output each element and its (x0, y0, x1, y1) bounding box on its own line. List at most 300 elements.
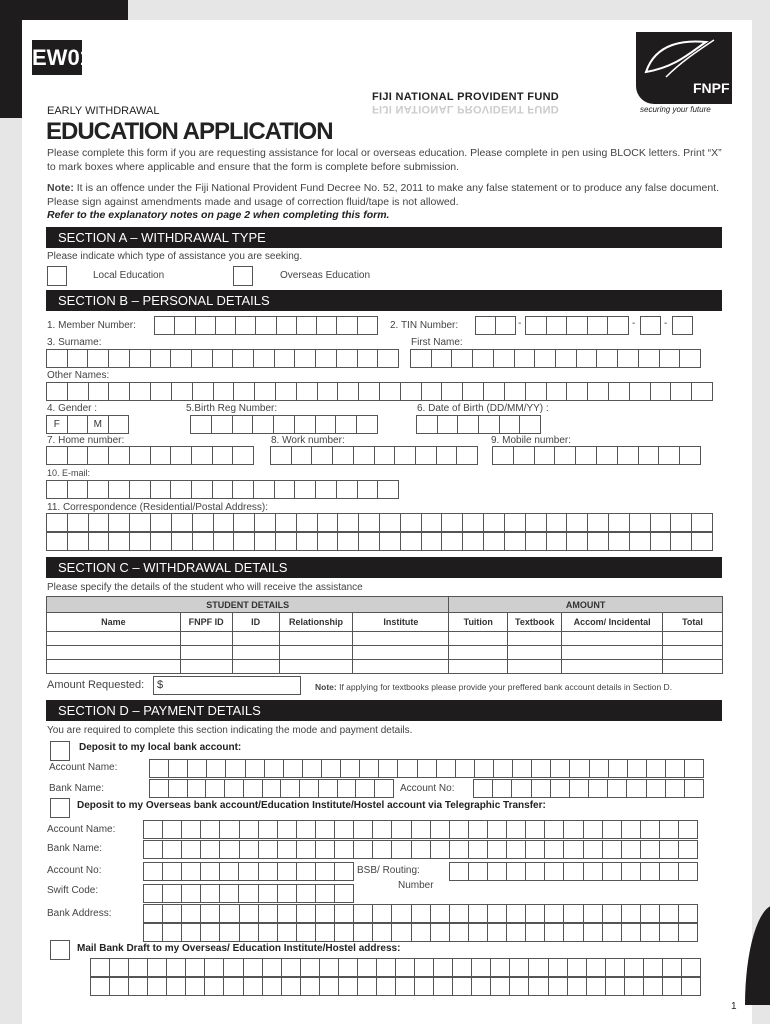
char-box[interactable] (441, 382, 462, 401)
char-box[interactable] (400, 532, 421, 551)
char-box[interactable] (583, 820, 602, 839)
char-box[interactable] (168, 779, 187, 798)
local-account-name-field[interactable] (149, 759, 704, 778)
char-box[interactable] (670, 382, 691, 401)
char-box[interactable] (223, 958, 242, 977)
char-box[interactable] (672, 316, 693, 335)
char-box[interactable] (238, 884, 257, 903)
char-box[interactable] (170, 349, 191, 368)
table-cell[interactable] (508, 632, 562, 646)
table-cell[interactable] (232, 660, 279, 674)
char-box[interactable] (395, 958, 414, 977)
char-box[interactable] (233, 382, 254, 401)
char-box[interactable] (509, 977, 528, 996)
char-box[interactable] (490, 977, 509, 996)
table-cell[interactable] (449, 660, 508, 674)
char-box[interactable] (504, 513, 525, 532)
char-box[interactable] (643, 958, 662, 977)
char-box[interactable] (109, 958, 128, 977)
char-box[interactable] (317, 382, 338, 401)
char-box[interactable] (487, 923, 506, 942)
char-box[interactable] (338, 977, 357, 996)
char-box[interactable] (162, 923, 181, 942)
local-bank-checkbox[interactable] (50, 741, 70, 761)
bsb-field[interactable] (449, 862, 698, 881)
char-box[interactable] (640, 840, 659, 859)
char-box[interactable] (336, 349, 357, 368)
char-box[interactable] (449, 923, 468, 942)
char-box[interactable] (357, 977, 376, 996)
char-box[interactable] (646, 779, 665, 798)
char-box[interactable] (659, 840, 678, 859)
char-box[interactable] (640, 862, 659, 881)
char-box[interactable] (181, 923, 200, 942)
char-box[interactable] (315, 415, 336, 434)
char-box[interactable] (166, 958, 185, 977)
table-cell[interactable] (47, 632, 181, 646)
char-box[interactable] (262, 958, 281, 977)
char-box[interactable] (678, 862, 698, 881)
char-box[interactable] (200, 904, 219, 923)
char-box[interactable] (337, 382, 358, 401)
char-box[interactable] (602, 820, 621, 839)
char-box[interactable] (108, 513, 129, 532)
char-box[interactable] (678, 840, 698, 859)
char-box[interactable] (294, 415, 315, 434)
char-box[interactable] (372, 904, 391, 923)
char-box[interactable] (468, 840, 487, 859)
char-box[interactable] (587, 382, 608, 401)
char-box[interactable] (224, 779, 243, 798)
char-box[interactable] (67, 480, 88, 499)
char-box[interactable] (638, 349, 659, 368)
char-box[interactable] (566, 532, 587, 551)
char-box[interactable] (358, 382, 379, 401)
char-box[interactable] (143, 884, 162, 903)
char-box[interactable] (525, 862, 544, 881)
char-box[interactable] (617, 446, 638, 465)
char-box[interactable] (493, 349, 514, 368)
char-box[interactable] (88, 513, 109, 532)
char-box[interactable] (567, 977, 586, 996)
char-box[interactable] (357, 316, 378, 335)
table-cell[interactable] (562, 646, 663, 660)
char-box[interactable] (243, 977, 262, 996)
char-box[interactable] (254, 382, 275, 401)
char-box[interactable] (472, 349, 493, 368)
char-box[interactable] (353, 446, 374, 465)
char-box[interactable] (605, 977, 624, 996)
char-box[interactable] (395, 977, 414, 996)
char-box[interactable] (200, 840, 219, 859)
char-box[interactable] (225, 759, 244, 778)
char-box[interactable] (319, 977, 338, 996)
birth-reg-field[interactable] (190, 415, 378, 434)
table-cell[interactable] (180, 632, 232, 646)
char-box[interactable] (171, 382, 192, 401)
char-box[interactable] (219, 904, 238, 923)
char-box[interactable] (316, 316, 336, 335)
char-box[interactable] (629, 382, 650, 401)
char-box[interactable] (475, 316, 495, 335)
char-box[interactable] (296, 382, 317, 401)
char-box[interactable] (659, 904, 678, 923)
char-box[interactable] (583, 862, 602, 881)
char-box[interactable] (504, 532, 525, 551)
char-box[interactable] (678, 923, 698, 942)
char-box[interactable] (232, 349, 253, 368)
char-box[interactable] (192, 382, 213, 401)
char-box[interactable] (417, 759, 436, 778)
char-box[interactable] (128, 958, 147, 977)
char-box[interactable] (300, 977, 319, 996)
char-box[interactable] (462, 532, 483, 551)
char-box[interactable] (181, 904, 200, 923)
char-box[interactable] (174, 316, 194, 335)
char-box[interactable] (252, 415, 273, 434)
char-box[interactable] (436, 759, 455, 778)
char-box[interactable] (607, 779, 626, 798)
char-box[interactable] (232, 480, 253, 499)
char-box[interactable] (334, 884, 354, 903)
char-box[interactable] (411, 820, 430, 839)
char-box[interactable] (276, 316, 296, 335)
char-box[interactable] (531, 759, 550, 778)
char-box[interactable] (617, 349, 638, 368)
char-box[interactable] (275, 532, 296, 551)
char-box[interactable] (359, 759, 378, 778)
char-box[interactable] (662, 958, 681, 977)
char-box[interactable] (548, 958, 567, 977)
char-box[interactable] (554, 446, 575, 465)
local-account-no-field[interactable] (473, 779, 704, 798)
char-box[interactable] (275, 513, 296, 532)
char-box[interactable] (665, 759, 684, 778)
char-box[interactable] (449, 904, 468, 923)
char-box[interactable] (206, 759, 225, 778)
char-box[interactable] (452, 977, 471, 996)
char-box[interactable] (650, 382, 671, 401)
char-box[interactable] (90, 977, 109, 996)
char-box[interactable] (67, 382, 88, 401)
tin-field-1[interactable] (475, 316, 516, 335)
char-box[interactable] (525, 513, 546, 532)
char-box[interactable] (468, 923, 487, 942)
char-box[interactable] (569, 779, 588, 798)
char-box[interactable] (108, 382, 129, 401)
table-cell[interactable] (508, 646, 562, 660)
char-box[interactable] (200, 923, 219, 942)
char-box[interactable] (143, 862, 162, 881)
char-box[interactable] (433, 958, 452, 977)
tin-field-4[interactable] (672, 316, 693, 335)
char-box[interactable] (646, 759, 665, 778)
char-box[interactable] (321, 759, 340, 778)
char-box[interactable] (602, 840, 621, 859)
char-box[interactable] (166, 977, 185, 996)
char-box[interactable] (239, 904, 258, 923)
char-box[interactable] (462, 513, 483, 532)
char-box[interactable] (334, 862, 354, 881)
char-box[interactable] (358, 513, 379, 532)
char-box[interactable] (531, 779, 550, 798)
char-box[interactable] (162, 820, 181, 839)
char-box[interactable] (430, 840, 449, 859)
char-box[interactable] (294, 349, 315, 368)
table-cell[interactable] (562, 632, 663, 646)
table-cell[interactable] (232, 646, 279, 660)
char-box[interactable] (191, 480, 212, 499)
char-box[interactable] (275, 382, 296, 401)
char-box[interactable] (274, 480, 295, 499)
table-cell[interactable] (47, 660, 181, 674)
member-number-field[interactable] (154, 316, 378, 335)
char-box[interactable] (563, 820, 582, 839)
table-cell[interactable] (449, 632, 508, 646)
char-box[interactable] (67, 349, 88, 368)
char-box[interactable] (129, 446, 150, 465)
char-box[interactable] (583, 840, 602, 859)
char-box[interactable] (353, 923, 372, 942)
char-box[interactable] (150, 513, 171, 532)
char-box[interactable] (238, 862, 257, 881)
char-box[interactable] (315, 923, 334, 942)
char-box[interactable] (587, 532, 608, 551)
char-box[interactable] (258, 904, 277, 923)
char-box[interactable] (357, 958, 376, 977)
char-box[interactable] (626, 779, 645, 798)
char-box[interactable] (525, 904, 544, 923)
char-box[interactable] (621, 862, 640, 881)
char-box[interactable] (586, 958, 605, 977)
char-box[interactable] (149, 779, 168, 798)
char-box[interactable] (258, 820, 277, 839)
char-box[interactable] (391, 923, 410, 942)
char-box[interactable] (546, 532, 567, 551)
char-box[interactable] (245, 759, 264, 778)
char-box[interactable] (108, 446, 129, 465)
char-box[interactable] (315, 884, 334, 903)
char-box[interactable] (291, 446, 312, 465)
char-box[interactable] (281, 958, 300, 977)
char-box[interactable] (162, 884, 181, 903)
char-box[interactable] (315, 349, 336, 368)
char-box[interactable] (315, 862, 334, 881)
char-box[interactable] (563, 840, 582, 859)
char-box[interactable] (355, 779, 374, 798)
char-box[interactable] (534, 446, 555, 465)
char-box[interactable] (337, 532, 358, 551)
char-box[interactable] (679, 349, 701, 368)
char-box[interactable] (504, 382, 525, 401)
char-box[interactable] (492, 446, 513, 465)
char-box[interactable] (441, 532, 462, 551)
overseas-education-checkbox[interactable] (233, 266, 253, 286)
char-box[interactable] (181, 884, 200, 903)
char-box[interactable] (192, 532, 213, 551)
char-box[interactable] (108, 532, 129, 551)
char-box[interactable] (430, 923, 449, 942)
table-cell[interactable] (449, 646, 508, 660)
draft-address-line-2[interactable] (90, 977, 701, 996)
char-box[interactable] (474, 759, 493, 778)
char-box[interactable] (640, 316, 661, 335)
char-box[interactable] (150, 382, 171, 401)
char-box[interactable] (150, 349, 171, 368)
char-box[interactable] (544, 840, 563, 859)
char-box[interactable] (546, 382, 567, 401)
char-box[interactable] (548, 977, 567, 996)
char-box[interactable] (437, 415, 458, 434)
char-box[interactable] (296, 316, 316, 335)
char-box[interactable] (219, 923, 238, 942)
char-box[interactable] (296, 532, 317, 551)
char-box[interactable] (211, 415, 232, 434)
char-box[interactable] (213, 513, 234, 532)
char-box[interactable] (318, 779, 337, 798)
char-box[interactable] (456, 446, 478, 465)
char-box[interactable] (150, 480, 171, 499)
char-box[interactable] (566, 382, 587, 401)
bank-address-line-2[interactable] (143, 923, 698, 942)
char-box[interactable] (400, 382, 421, 401)
char-box[interactable] (277, 904, 296, 923)
char-box[interactable] (650, 532, 671, 551)
char-box[interactable] (340, 759, 359, 778)
char-box[interactable] (88, 532, 109, 551)
char-box[interactable] (273, 415, 294, 434)
char-box[interactable] (567, 958, 586, 977)
char-box[interactable] (575, 446, 596, 465)
char-box[interactable] (506, 904, 525, 923)
char-box[interactable] (621, 840, 640, 859)
char-box[interactable] (162, 840, 181, 859)
char-box[interactable] (650, 513, 671, 532)
char-box[interactable] (262, 779, 281, 798)
char-box[interactable] (546, 513, 567, 532)
char-box[interactable] (129, 349, 150, 368)
home-number-field[interactable] (46, 446, 254, 465)
char-box[interactable] (254, 532, 275, 551)
char-box[interactable] (430, 820, 449, 839)
char-box[interactable] (88, 382, 109, 401)
char-box[interactable] (46, 446, 67, 465)
amount-requested-input[interactable]: $ (153, 676, 301, 695)
char-box[interactable] (544, 923, 563, 942)
char-box[interactable] (190, 415, 211, 434)
char-box[interactable] (335, 415, 356, 434)
char-box[interactable] (150, 446, 171, 465)
char-box[interactable] (670, 532, 691, 551)
char-box[interactable] (243, 779, 262, 798)
char-box[interactable] (294, 480, 315, 499)
char-box[interactable] (147, 977, 166, 996)
char-box[interactable] (129, 532, 150, 551)
swift-code-field[interactable] (143, 884, 354, 903)
char-box[interactable] (506, 840, 525, 859)
char-box[interactable] (87, 480, 108, 499)
char-box[interactable] (621, 820, 640, 839)
email-field[interactable] (46, 480, 399, 499)
char-box[interactable] (195, 316, 215, 335)
char-box[interactable] (239, 840, 258, 859)
char-box[interactable] (233, 513, 254, 532)
char-box[interactable] (239, 923, 258, 942)
char-box[interactable] (525, 316, 546, 335)
char-box[interactable] (378, 759, 397, 778)
char-box[interactable] (621, 904, 640, 923)
char-box[interactable] (277, 840, 296, 859)
char-box[interactable] (46, 382, 67, 401)
char-box[interactable] (512, 759, 531, 778)
table-cell[interactable] (663, 660, 723, 674)
char-box[interactable] (334, 923, 353, 942)
char-box[interactable] (627, 759, 646, 778)
char-box[interactable] (602, 923, 621, 942)
char-box[interactable] (679, 446, 701, 465)
char-box[interactable] (624, 958, 643, 977)
char-box[interactable] (421, 382, 442, 401)
char-box[interactable] (192, 513, 213, 532)
char-box[interactable] (473, 779, 492, 798)
char-box[interactable] (436, 446, 457, 465)
char-box[interactable] (143, 840, 162, 859)
char-box[interactable] (296, 884, 315, 903)
char-box[interactable] (149, 759, 168, 778)
char-box[interactable] (317, 513, 338, 532)
char-box[interactable] (204, 958, 223, 977)
char-box[interactable] (691, 532, 713, 551)
overseas-account-no-field[interactable] (143, 862, 354, 881)
address-field-line-2[interactable] (46, 532, 713, 551)
char-box[interactable] (509, 958, 528, 977)
char-box[interactable] (154, 316, 174, 335)
char-box[interactable] (487, 862, 506, 881)
char-box[interactable] (394, 446, 415, 465)
char-box[interactable] (544, 862, 563, 881)
char-box[interactable] (602, 904, 621, 923)
char-box[interactable] (129, 513, 150, 532)
char-box[interactable] (90, 958, 109, 977)
char-box[interactable] (356, 415, 378, 434)
char-box[interactable] (67, 446, 88, 465)
mobile-number-field[interactable] (492, 446, 701, 465)
char-box[interactable] (621, 923, 640, 942)
char-box[interactable] (421, 532, 442, 551)
char-box[interactable] (525, 923, 544, 942)
gender-f-checkbox[interactable] (67, 415, 88, 434)
table-cell[interactable] (279, 660, 353, 674)
char-box[interactable] (296, 904, 315, 923)
char-box[interactable] (462, 382, 483, 401)
char-box[interactable] (608, 382, 629, 401)
first-name-field[interactable] (410, 349, 701, 368)
char-box[interactable] (468, 904, 487, 923)
char-box[interactable] (506, 923, 525, 942)
char-box[interactable] (506, 862, 525, 881)
char-box[interactable] (143, 820, 162, 839)
char-box[interactable] (200, 862, 219, 881)
local-bank-name-field[interactable] (149, 779, 394, 798)
char-box[interactable] (397, 759, 416, 778)
char-box[interactable] (87, 446, 108, 465)
char-box[interactable] (525, 840, 544, 859)
char-box[interactable] (253, 480, 274, 499)
char-box[interactable] (681, 958, 701, 977)
char-box[interactable] (471, 977, 490, 996)
char-box[interactable] (204, 977, 223, 996)
table-cell[interactable] (353, 660, 449, 674)
